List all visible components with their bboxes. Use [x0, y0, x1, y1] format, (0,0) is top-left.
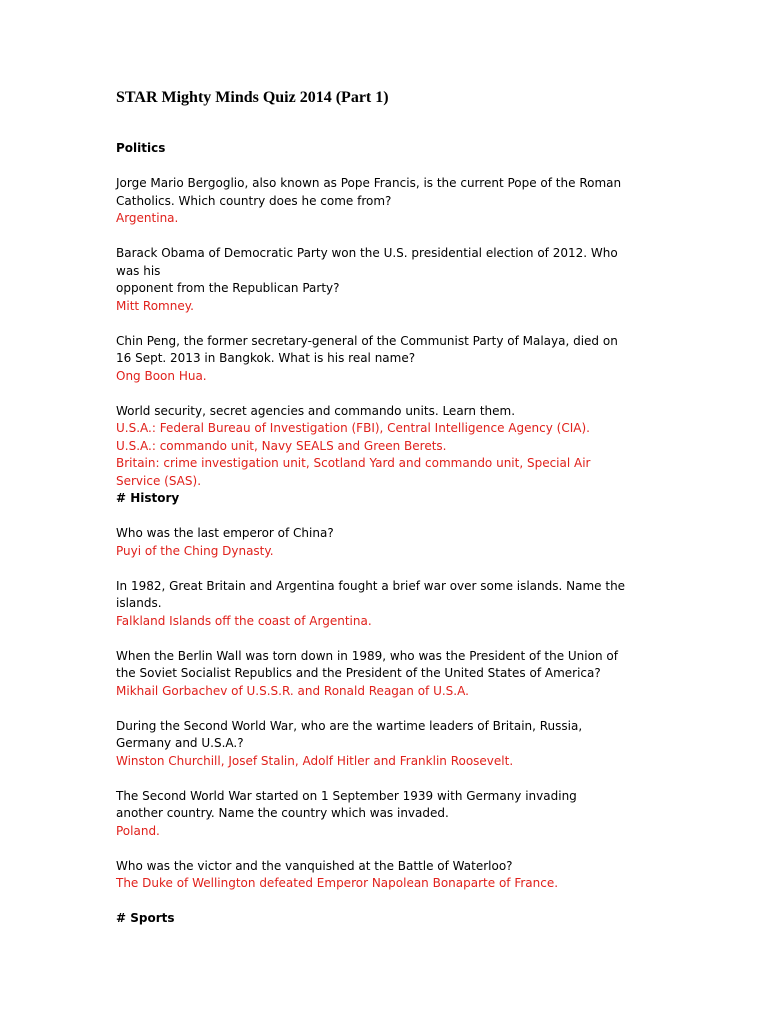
question-line: The Second World War started on 1 September 1939 with Germany invading: [116, 788, 577, 803]
quiz-item: [116, 175, 656, 228]
quiz-item: [116, 578, 656, 631]
page-title: STAR Mighty Minds Quiz 2014 (Part 1): [116, 89, 389, 106]
section-heading-sports: # Sports: [116, 911, 175, 925]
question-line: Jorge Mario Bergoglio, also known as Pope Francis, is the current Pope of the Roman: [116, 176, 622, 190]
document-content: [116, 86, 656, 928]
question-line: Catholics. Which country does he come from?: [116, 193, 392, 208]
quiz-item: [116, 245, 656, 315]
answer-line: Puyi of the Ching Dynasty.: [116, 543, 274, 558]
quiz-item: [116, 788, 656, 841]
question-line: Germany and U.S.A.?: [116, 736, 244, 750]
question-line: Chin Peng, the former secretary-general of the Communist Party of Malaya, died on: [116, 333, 618, 348]
answer-line: The Duke of Wellington defeated Emperor Napolean Bonaparte of France.: [116, 876, 559, 890]
question-line: islands.: [116, 596, 162, 610]
answer-line: Britain: crime investigation unit, Scotland Yard and commando unit, Special Air: [116, 456, 591, 470]
answer-line: U.S.A.: Federal Bureau of Investigation (FBI), Central Intelligence Agency (CIA).: [116, 421, 590, 435]
quiz-item: [116, 525, 656, 560]
question-line: was his: [116, 263, 161, 278]
question-line: opponent from the Republican Party?: [116, 281, 340, 295]
question-line: World security, secret agencies and commando units. Learn them.: [116, 403, 516, 418]
section-heading-history: # History: [116, 491, 180, 505]
answer-line: Mitt Romney.: [116, 298, 194, 313]
section-heading-politics: Politics: [116, 141, 166, 155]
answer-line: Falkland Islands off the coast of Argentina.: [116, 613, 372, 628]
answer-line: Mikhail Gorbachev of U.S.S.R. and Ronald Reagan of U.S.A.: [116, 683, 469, 698]
question-line: Who was the victor and the vanquished at the Battle of Waterloo?: [116, 858, 513, 873]
answer-line: Winston Churchill, Josef Stalin, Adolf Hitler and Franklin Roosevelt.: [116, 753, 514, 768]
answer-line: Service (SAS).: [116, 473, 202, 488]
question-line: Barack Obama of Democratic Party won the U.S. presidential election of 2012. Who: [116, 246, 618, 260]
quiz-item: [116, 403, 656, 491]
question-line: When the Berlin Wall was torn down in 1989, who was the President of the Union of: [116, 648, 618, 663]
answer-line: U.S.A.: commando unit, Navy SEALS and Green Berets.: [116, 438, 447, 453]
answer-line: Poland.: [116, 823, 160, 838]
question-line: In 1982, Great Britain and Argentina fought a brief war over some islands. Name the: [116, 578, 626, 593]
answer-line: Ong Boon Hua.: [116, 368, 207, 383]
answer-line: Argentina.: [116, 211, 179, 225]
question-line: the Soviet Socialist Republics and the President of the United States of America?: [116, 666, 601, 680]
question-line: During the Second World War, who are the wartime leaders of Britain, Russia,: [116, 718, 583, 733]
quiz-item: [116, 333, 656, 386]
question-line: 16 Sept. 2013 in Bangkok. What is his real name?: [116, 351, 416, 365]
question-line: another country. Name the country which was invaded.: [116, 806, 449, 820]
quiz-item: [116, 858, 656, 893]
quiz-item: [116, 718, 656, 771]
quiz-item: [116, 648, 656, 701]
question-line: Who was the last emperor of China?: [116, 526, 334, 540]
